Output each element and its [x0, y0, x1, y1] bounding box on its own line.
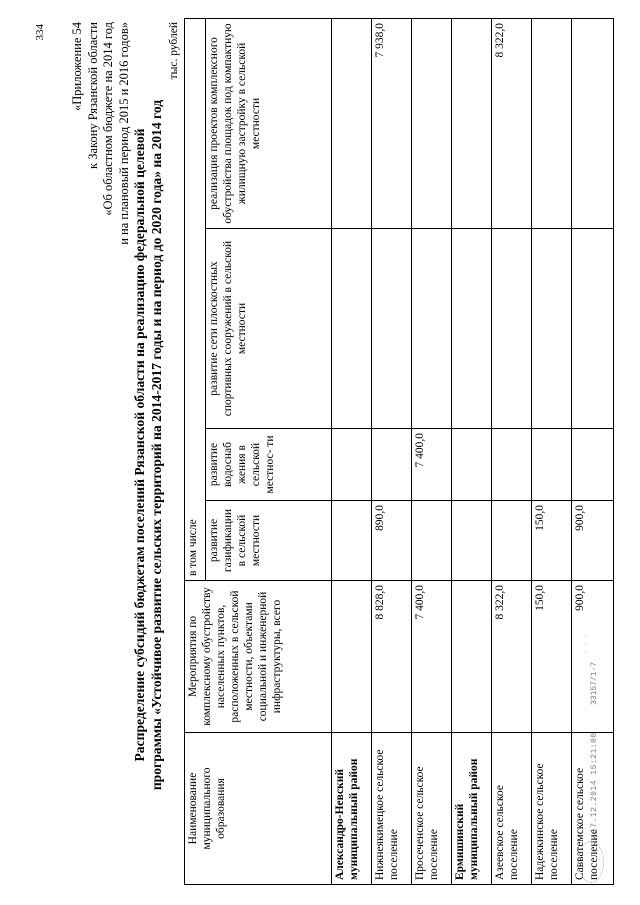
cell-projects: 8 322,0: [492, 19, 532, 229]
print-timestamp: 17.12.2014 15:21:00: [590, 732, 599, 833]
document-title: [132, 15, 165, 875]
table-row: [332, 19, 372, 885]
cell-gas: 900,0: [571, 501, 613, 581]
cell-total: [452, 581, 492, 733]
cell-projects: 7 938,0: [372, 19, 412, 229]
cell-gas: [412, 501, 452, 581]
cell-water: [372, 429, 412, 501]
faint-watermark-icon: ⁘ ⁘ ⁘: [582, 633, 590, 655]
cell-sports: [332, 229, 372, 429]
appendix-heading: [70, 22, 132, 365]
cell-total: 150,0: [531, 581, 571, 733]
settlement-name: Нижнеякимецкое сельское поселение: [372, 733, 412, 885]
table-row: [452, 19, 492, 885]
stamp-seal-icon: [578, 841, 604, 883]
cell-gas: [492, 501, 532, 581]
header-housing-projects: реализация проектов комплексного обустройства площадок под компактную жилищную застройку в сельской местности: [206, 19, 332, 229]
header-water-supply: развитие водоснаб жения в сельской местнос- ти: [206, 429, 332, 501]
header-sports-facilities: развитие сети плоскостных спортивных сооружений в сельской местности: [206, 229, 332, 429]
document-code: 33157/1-7: [590, 661, 599, 705]
table-row: [412, 19, 452, 885]
cell-total: 7 400,0: [412, 581, 452, 733]
header-municipality: Наименование муниципального образования: [185, 733, 332, 885]
units-label: тыс. рублей: [168, 22, 180, 80]
header-total: Мероприятия по комплексному обустройству населенных пунктов, расположенных в сельской местности, объектами социальной и инженерной инфраструктуры, всего: [185, 581, 332, 733]
cell-projects: [531, 19, 571, 229]
title-line-1: Распределение субсидий бюджетам поселений Рязанской области на реализацию федеральной целевой: [132, 128, 147, 762]
title-line-2: программы «Устойчивое развитие сельских территорий на 2014-2017 годы и на период до 2020 года» на 2014 год: [148, 99, 164, 791]
cell-total: 900,0: [571, 581, 613, 733]
cell-projects: [452, 19, 492, 229]
cell-sports: [452, 229, 492, 429]
cell-water: 7 400,0: [412, 429, 452, 501]
cell-sports: [412, 229, 452, 429]
cell-projects: [332, 19, 372, 229]
header-including: в том числе: [185, 19, 206, 581]
subsidy-table: [184, 18, 614, 885]
region-name: Ермишинский муниципальный район: [452, 733, 492, 885]
cell-gas: 890,0: [372, 501, 412, 581]
cell-total: 8 322,0: [492, 581, 532, 733]
cell-water: [571, 429, 613, 501]
cell-water: [492, 429, 532, 501]
cell-water: [531, 429, 571, 501]
cell-water: [332, 429, 372, 501]
cell-sports: [372, 229, 412, 429]
appendix-line-1: «Приложение 54: [70, 22, 84, 111]
cell-total: 8 828,0: [372, 581, 412, 733]
cell-projects: [412, 19, 452, 229]
settlement-name: Просеченское сельское поселение: [412, 733, 452, 885]
cell-water: [452, 429, 492, 501]
appendix-line-4: и на плановый период 2015 и 2016 годов»: [116, 22, 131, 245]
settlement-name: Азеевское сельское поселение: [492, 733, 532, 885]
cell-gas: 150,0: [531, 501, 571, 581]
cell-gas: [452, 501, 492, 581]
settlement-name: Надежкинское сельское поселение: [531, 733, 571, 885]
table-row: [531, 19, 571, 885]
page-number: 334: [34, 24, 46, 41]
cell-sports: [571, 229, 613, 429]
cell-total: [332, 581, 372, 733]
appendix-line-2: к Закону Рязанской области: [85, 22, 100, 169]
cell-sports: [531, 229, 571, 429]
settlement-name: Савватемское сельское поселение: [571, 733, 613, 885]
table-row: [372, 19, 412, 885]
cell-sports: [492, 229, 532, 429]
appendix-line-3: «Об областном бюджете на 2014 год: [101, 22, 115, 216]
header-gasification: развитие газификации в сельской местности: [206, 501, 332, 581]
cell-gas: [332, 501, 372, 581]
cell-projects: [571, 19, 613, 229]
region-name: Александро-Невский муниципальный район: [332, 733, 372, 885]
table-row: [492, 19, 532, 885]
